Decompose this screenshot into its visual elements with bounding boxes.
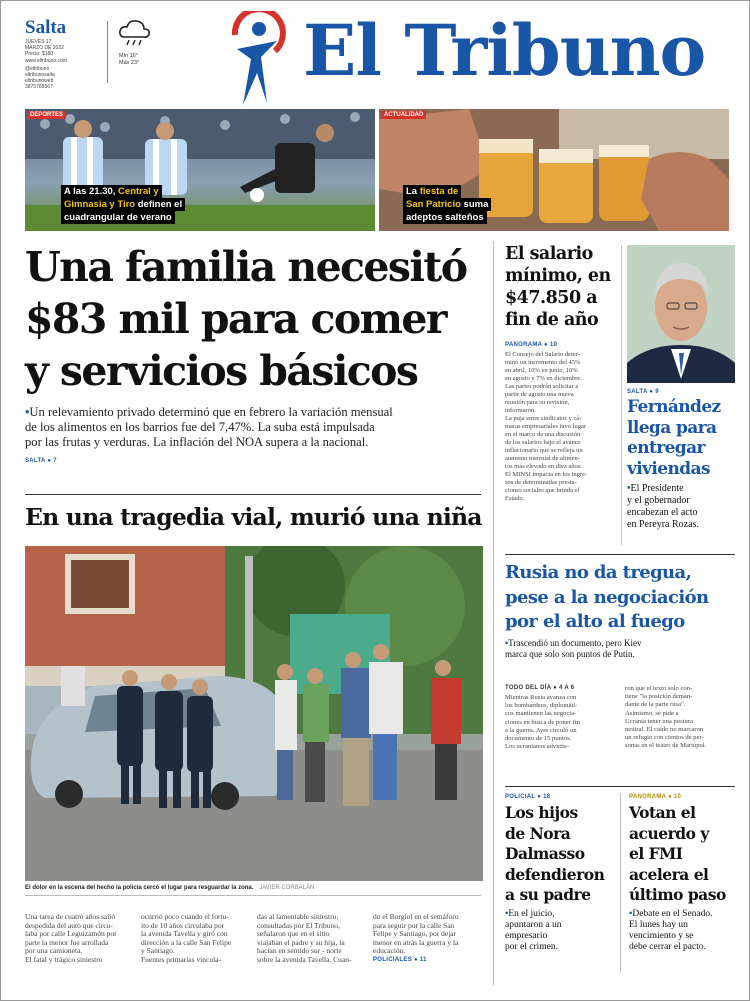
text-line: despedida del auto que circu- [25, 920, 113, 930]
promo-sports-tag: DEPORTES [27, 111, 66, 119]
text-line: parte la menor fue arrollada [25, 937, 109, 947]
fmi-story[interactable] [629, 794, 739, 953]
text-line: encabezan el acto [627, 507, 698, 518]
text-line: debe cerrar el pacto. [629, 941, 707, 952]
text-line: consultadas por El Tribuno, [257, 920, 340, 930]
text-line: ciones sociales que brinda el [505, 487, 580, 494]
text-line: en agosto y 7% en diciembre. [505, 375, 582, 382]
text-line: Trascendió un documento, pero Kiev [508, 637, 642, 648]
promo-sports-line-3 [61, 211, 175, 224]
text-line: sobre la avenida Tavella. Cuan- [257, 954, 352, 964]
text-line: eltribunosalta [25, 72, 55, 79]
text-line: para seguir por la calle San [373, 920, 455, 930]
text-line: neutral. El caído no marcaron [625, 726, 704, 734]
text-line: JAVIER CORBALÁN [259, 885, 315, 891]
accident-scene-image [25, 546, 483, 881]
salario-headline [505, 243, 619, 331]
text-line: a su padre [505, 885, 591, 904]
text-line: JUEVES 17 [25, 39, 52, 45]
text-line: La puja entre sindicatos y cá- [505, 415, 582, 422]
text-line: el FMI [629, 844, 683, 863]
rusia-kicker: TODO DEL DÍA ● 4 A 6 [505, 685, 575, 691]
accident-photo[interactable] [25, 546, 483, 881]
rusia-col-1 [505, 694, 615, 751]
text-line: vencimiento y se [629, 930, 694, 941]
text-line: inflacionario que se refleja un [505, 447, 583, 454]
text-line: un refugio con cientos de per- [625, 734, 704, 742]
text-line: viviendas [627, 458, 710, 479]
text-line: último paso [629, 885, 726, 904]
text-line: Debate en el Senado. [632, 908, 713, 919]
lead-kicker: SALTA ● 7 [25, 458, 57, 464]
text-line: $47.850 a [505, 288, 598, 308]
text-line: Ucrania tener una postura [625, 717, 693, 725]
text-line: maras empresariales tuvo lugar [505, 423, 587, 430]
text-line: MARZO DE 2022 [25, 45, 64, 52]
text-line: apuntaron a un [505, 919, 562, 930]
text-line: en abril, 10% en junio, 10% [505, 367, 578, 374]
promo-beer-line-3 [403, 211, 487, 224]
fernandez-headline [627, 397, 737, 479]
bottom-right-divider [505, 786, 735, 787]
text-line: El MINSI impacta en los ingre- [505, 471, 588, 478]
text-line: Dalmasso [505, 844, 585, 863]
promo-sports[interactable] [25, 109, 375, 231]
text-line: Un relevamiento privado determinó que en febrero la variación mensual [29, 405, 393, 419]
masthead-divider [107, 21, 108, 83]
second-body [25, 913, 481, 983]
lead-headline [25, 241, 485, 397]
salario-divider [621, 245, 622, 545]
text-line: Una tarea de cuatro años salió [25, 912, 116, 921]
text-line: Una familia necesitó [25, 243, 467, 291]
dalmasso-headline [505, 803, 617, 906]
text-line: El fatal y trágico siniestro [25, 954, 103, 964]
second-body-col-2 [141, 913, 249, 965]
text-line: por una camioneta. [25, 946, 83, 956]
text-line: sonas en el teatro de Mariúpol. [625, 742, 707, 750]
text-line: Gimnasia y Tiro [64, 199, 136, 210]
text-line: documento de 15 puntos. [505, 735, 572, 743]
rusia-top-divider [505, 554, 735, 555]
text-line: mínimo, en [505, 266, 611, 286]
text-line: A las 21.30, [64, 186, 119, 197]
text-line: Precio: $180 [25, 51, 54, 58]
text-line: www.eltribuno.com [25, 57, 67, 64]
masthead [1, 1, 750, 106]
promo-sports-line-2 [61, 198, 185, 211]
text-line: 3875789567 [25, 84, 53, 91]
dalmasso-summary: •En el juicio, apuntaron a un empresario por el crimen. [505, 909, 617, 953]
rusia-headline [505, 561, 737, 635]
text-line: El salario [505, 244, 593, 264]
text-line: la avenida Tavella y giró con [141, 929, 228, 939]
text-line: de los salarios bajo el avance [505, 439, 581, 446]
text-line: Fernández [627, 397, 721, 417]
text-line: por el crimen. [505, 941, 559, 952]
text-line: a la guerra. Ayer circuló un [505, 726, 577, 734]
text-line: fin de año [505, 310, 599, 330]
text-line: sos de determinadas presta- [505, 479, 577, 486]
text-line: cos mantienen las negocia- [505, 710, 577, 718]
text-line: dante de la parte rusa". [625, 701, 686, 709]
text-line: y Santiago. [141, 946, 175, 956]
text-line: aumento mensual de alimen- [505, 455, 580, 462]
caption-divider [25, 895, 481, 896]
text-line: empresario [505, 930, 548, 941]
text-line: laba por calle Leguizamón por [25, 929, 117, 939]
text-line: llega para [627, 417, 717, 438]
text-line: en el marco de una discusión [505, 431, 581, 438]
text-line: tos más elevado en diez años. [505, 463, 582, 470]
text-line: Fuentes primarias vincula- [141, 954, 221, 964]
text-line: los bombardeos, diplomáti- [505, 702, 578, 710]
text-line: En el juicio, [508, 908, 555, 919]
right-column-divider [493, 241, 494, 985]
fernandez-story[interactable] [627, 389, 737, 531]
promo-beer-line-2 [403, 198, 491, 211]
text-line: cuadrangular de verano [64, 212, 172, 223]
text-line: tiene "la posición deman- [625, 693, 693, 701]
fernandez-kicker: SALTA ● 9 [627, 389, 659, 395]
rusia-story[interactable] [505, 561, 737, 751]
text-line: de los alimentos en los barrios fue del 7,47%. La suba está impulsada [25, 420, 375, 434]
text-line: señalaron que en el sitio [257, 929, 330, 939]
text-line: $83 mil para comer [25, 295, 446, 343]
text-line: Central y [118, 186, 159, 197]
text-line: en Pereyra Rozas. [627, 519, 699, 530]
text-line: acelera el [629, 864, 709, 884]
text-line: POLICIALES ● 11 [373, 956, 427, 963]
second-body-col-3 [257, 913, 365, 965]
text-line: y servicios básicos [25, 347, 418, 395]
text-line: pese a la negociación [505, 586, 709, 608]
weather-min: Mín 16° [119, 53, 139, 59]
text-line: acuerdo y [629, 823, 709, 843]
newspaper-logo: El Tribuno [303, 9, 706, 92]
promo-beer[interactable] [379, 109, 729, 231]
second-headline[interactable]: En una tragedia vial, murió una niña [25, 503, 482, 531]
second-body-col-4 [373, 913, 481, 965]
text-line: @eltribuno [25, 65, 50, 72]
fernandez-photo[interactable] [627, 245, 735, 383]
text-line: San Patricio [406, 199, 461, 210]
lead-summary: •Un relevamiento privado determinó que en febrero la variación mensual de los alimentos en los barrios fue del 7,47%. La suba está impulsada por las frutas y verduras. La inflación del NOA supera a la nacional. [25, 405, 485, 450]
fmi-kicker: PANORAMA ● 10 [629, 794, 682, 800]
text-line: menor en atrás la guerra y la [373, 937, 459, 947]
text-line: Las partes podrán solicitar a [505, 383, 579, 390]
text-line: viajaban el padre y su hija, la [257, 937, 345, 947]
text-line: educación. [373, 946, 406, 956]
text-line: fiesta de [419, 186, 459, 197]
logo-emblem [227, 11, 287, 107]
lead-story[interactable] [25, 241, 485, 481]
rusia-summary: •Trascendió un documento, pero Kiev marca que solo son puntos de Putin. [505, 638, 737, 660]
text-line: y el gobernador [627, 495, 690, 506]
text-line: hacían en sentido sur - norte [257, 946, 342, 956]
promo-sports-line-1 [61, 185, 162, 198]
text-line: Asimismo, se pide a [625, 709, 679, 717]
text-line: definen el [135, 199, 183, 210]
text-line: Estado. [505, 495, 525, 502]
text-line: eltribunoweb [25, 78, 54, 85]
text-line: entregar [627, 438, 705, 458]
salario-kicker: PANORAMA ● 10 [505, 342, 558, 348]
text-line: reunión para su revisión, [505, 399, 570, 406]
text-line: por el alto al fuego [505, 611, 685, 632]
text-line: do el Borgiol en el semáforo [373, 912, 459, 921]
salario-story[interactable] [505, 243, 619, 503]
text-line: Rusia no da tregua, [505, 562, 692, 583]
text-line: suma [460, 199, 489, 210]
photo-caption [25, 885, 314, 891]
bottom-right-vertical [620, 793, 621, 973]
weather-max: Máx 23° [119, 60, 140, 66]
promo-beer-line-1 [403, 185, 461, 198]
text-line: ocurrió poco cuando el fortu- [141, 912, 229, 921]
text-line: El lunes hay un [629, 919, 688, 930]
fmi-summary: •Debate en el Senado. El lunes hay un vencimiento y se debe cerrar el pacto. [629, 909, 739, 953]
city-name: Salta [25, 17, 67, 38]
text-line: La [406, 186, 420, 197]
text-line: El Consejo del Salario deter- [505, 351, 580, 358]
text-line: ito de 10 años circulaba por [141, 920, 225, 930]
text-line: marca que solo son puntos de Putin. [505, 648, 635, 659]
portrait-image [627, 245, 735, 383]
text-line: ciones en busca de poner fin [505, 718, 580, 726]
text-line: Los hijos [505, 803, 578, 822]
weather-icon [117, 17, 153, 47]
text-line: El Presidente [630, 483, 684, 494]
text-line: por las frutas y verduras. La inflación del NOA supera a la nacional. [25, 435, 369, 449]
text-line: adeptos salteños [406, 212, 484, 223]
fmi-headline [629, 803, 739, 906]
promo-beer-tag: ACTUALIDAD [381, 111, 426, 119]
text-line: El dolor en la escena del hecho la policía cercó el lugar para resguardar la zona. [25, 885, 254, 891]
text-line: informaron. [505, 407, 536, 414]
salario-body [505, 351, 619, 503]
dalmasso-kicker: POLICIAL ● 18 [505, 794, 551, 800]
edition-info [25, 39, 95, 91]
text-line: partir de agosto una nueva [505, 391, 574, 398]
text-line: das al lamentable siniestro, [257, 912, 339, 921]
lead-divider [25, 494, 481, 495]
rusia-body [505, 685, 737, 751]
text-line: dirección a la calle San Felipe [141, 937, 232, 947]
second-body-col-1 [25, 913, 133, 965]
text-line: ron que el texto solo con- [625, 685, 693, 692]
rusia-col-2 [625, 685, 737, 751]
text-line: Mientras Rusia avanza con [505, 694, 577, 701]
text-line: Votan el [629, 803, 696, 822]
text-line: defendieron [505, 864, 605, 884]
fernandez-summary: •El Presidente y el gobernador encabezan el acto en Pereyra Rozas. [627, 483, 737, 531]
text-line: Los ucranianos advirtie- [505, 743, 570, 751]
text-line: de Nora [505, 823, 571, 843]
dalmasso-story[interactable] [505, 794, 617, 953]
text-line: minó un incremento del 45% [505, 359, 581, 366]
text-line: Felipe y Santiago, por dejar [373, 929, 457, 939]
